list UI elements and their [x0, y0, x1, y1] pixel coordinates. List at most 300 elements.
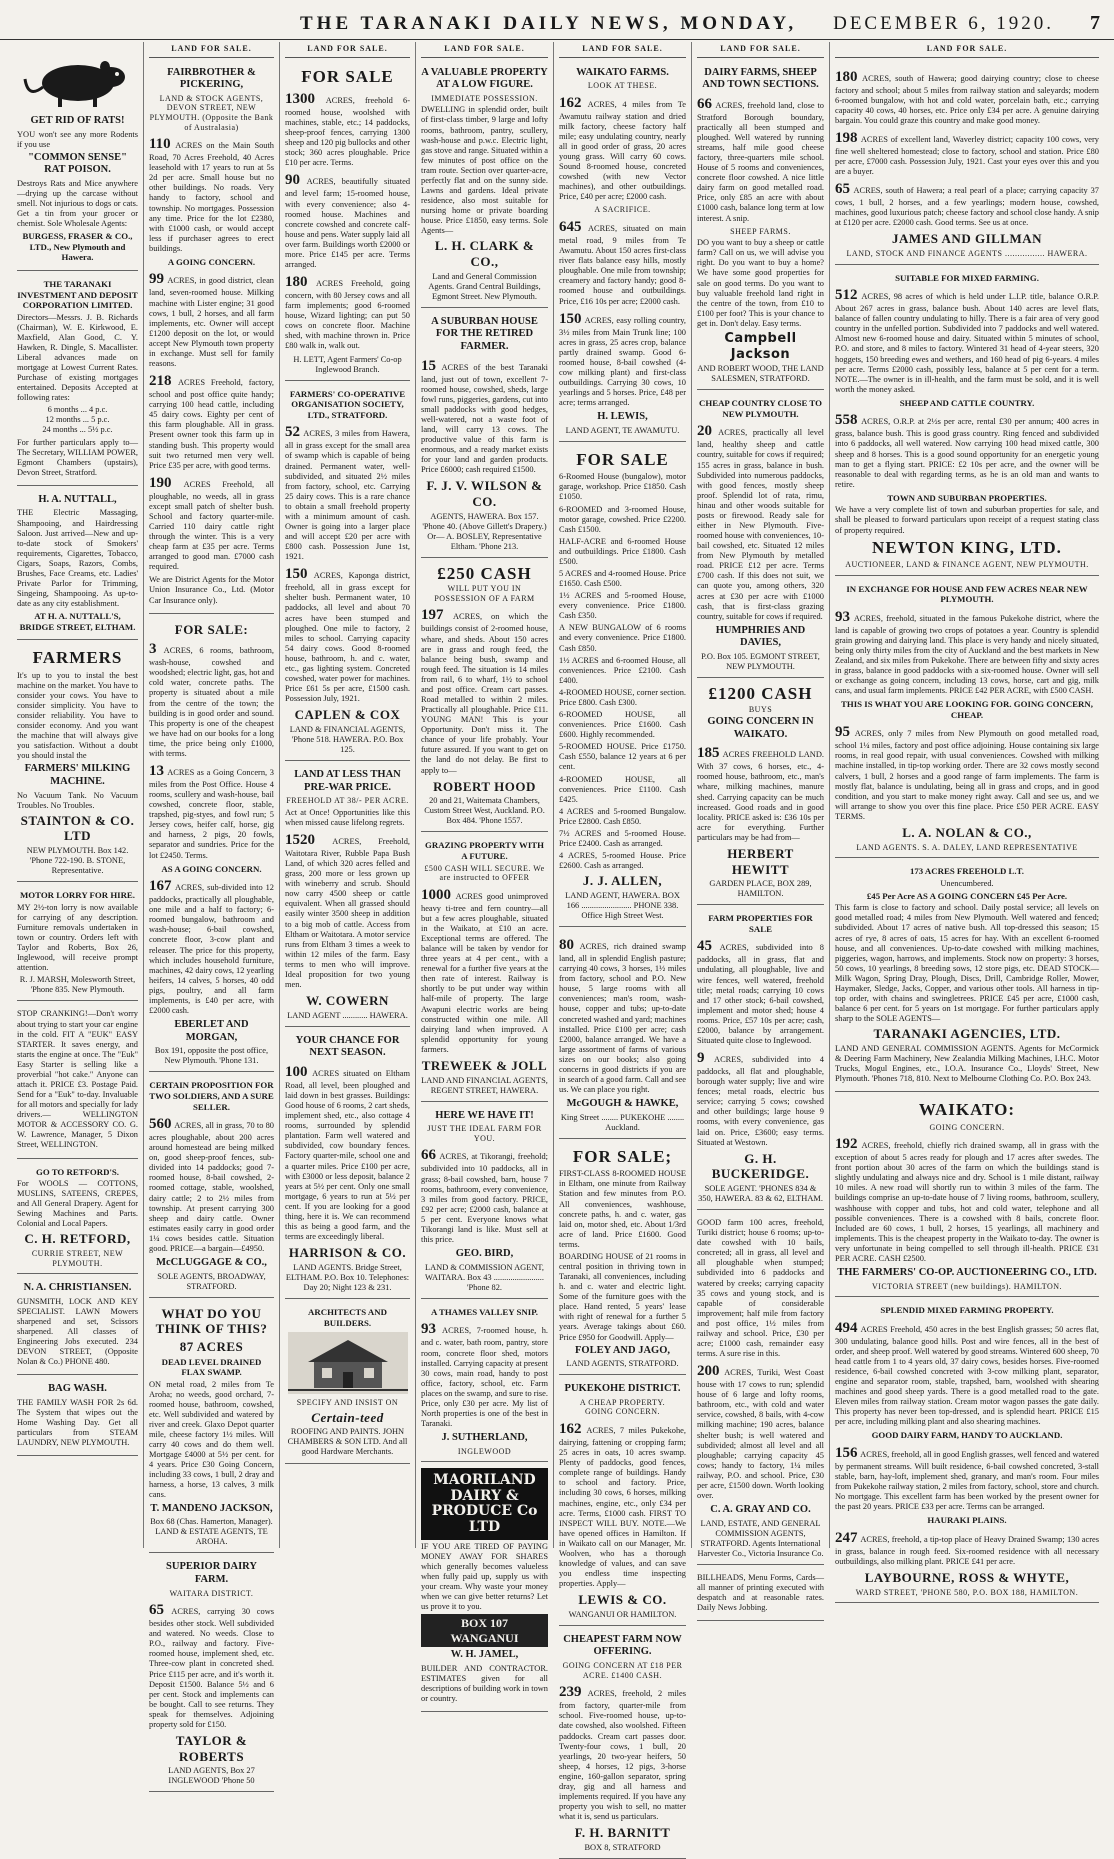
good-farm: GOOD farm 100 acres, freehold, Turiki district; house 6 rooms; up-to-date cowshed with 10 bails, concreted; all in grass, all level and all ploughable when stumped; subdivided into 6 paddocks and watered by creeks; carrying capacity 35 cows and young stock, and is capable of considerable improvement; half mile from factory and post office, 1½ miles from railway and school. Price, £30 per acre; £1000 cash, remainder easy terms. A sure rise in this.: [697, 1218, 824, 1359]
superior-dairy-ad: [149, 1556, 274, 1792]
euk-starter-ad: [17, 1004, 138, 1158]
cash-250-ad: [421, 561, 548, 833]
thames-title: A THAMES VALLEY SNIP.: [431, 1306, 538, 1317]
sheep-cattle-title: SHEEP AND CATTLE COUNTRY.: [899, 397, 1035, 408]
f173-price: £45 Per Acre AS A GOING CONCERN £45 Per Acre.: [866, 890, 1068, 901]
listing-acres: 45: [697, 938, 712, 955]
taranaki-agencies-ad: [835, 861, 1099, 1092]
town-title: TOWN AND SUBURBAN PROPERTIES.: [887, 492, 1047, 503]
barnitt-title: F. H. BARNITT: [574, 1825, 671, 1841]
going-concern-heading: AS A GOING CONCERN.: [161, 863, 262, 874]
stainton-body: NEW PLYMOUTH. Box 142. 'Phone 722-190. B. STONE, Representative.: [26, 845, 129, 876]
listing-acres: 167: [149, 878, 172, 895]
listing-acres: 190: [149, 474, 172, 491]
cowern-body: LAND AGENT ............ HAWERA.: [287, 1010, 408, 1020]
listing-acres: 20: [697, 423, 712, 440]
arch-caption: SPECIFY AND INSIST ON: [296, 1398, 399, 1408]
listing: [421, 1146, 548, 1245]
lewis-co-title: LEWIS & CO.: [578, 1592, 667, 1608]
bag-wash-ad: [17, 1378, 138, 1456]
house-listing: 6-Roomed House (bungalow), motor garage, workshop. Price £1850. Cash £1050.: [559, 472, 686, 502]
newton-title: NEWTON KING, LTD.: [872, 537, 1062, 557]
boarding-house: BOARDING HOUSE of 21 rooms in central position in thriving town in Taranaki, all conveniences, including h. and c. water and electric light. Some of the furniture goes with the place. Hand rented, 5 years' lease with right of renewal for a further 5 years. Average takings about £60. Price £950 for Goodwill. Apply—: [559, 1251, 686, 1342]
column-7: [830, 42, 1104, 1597]
hewitt-title: HERBERT HEWITT: [727, 845, 794, 877]
listing-text: ACRES, freehold, situated in the famous Pukekohe district, where the land is capable of growing two crops of potatoes a year. Country is splendid grain growing and dairying land. This place is very handy and nicely situated, being only thirty miles from the city of Auckland and the best markets in New Zealand, and six miles from Pukekohe. There are between fifty and sixty acres in grass, balance in good paddocks with a six-roomed house. Owner will sell or exchange as going concern, including 13 cows, horse, cart and gig, milk cans, and usual farm implements. PRICE £42 PER ACRE, with £500 CASH.: [835, 613, 1099, 696]
waikato-title: WAIKATO FARMS.: [576, 66, 669, 78]
listing-text: ACRES, south of Hawera; good dairying country; close to cheese factory and school; about 5 miles from railway station and saleyards; modern 6-roomed bungalow, with hot and cold water, porcelain bath, etc.; carrying capacity 40 cows, 40 horses, etc. Price only £34 per acre. A genuine dairying bargain. You could graze this country and make good money.: [835, 73, 1099, 125]
listing: [835, 68, 1099, 126]
chance-title: YOUR CHANCE FOR NEXT SEASON.: [295, 1034, 400, 1059]
listing-text: ACRES, freehold 6-roomed house, woolshed with machines, stable, etc.; 14 paddocks, sheep-proof fences, carrying 1300 sheep and 120 pig bullocks and other stock; 360 acres ploughable. Price £10 per acre. Terms.: [285, 95, 410, 168]
forsale-heading: FOR SALE;: [572, 1146, 673, 1166]
thames-ad: [421, 1302, 548, 1462]
listing-text: ACRES as a Going Concern, 3 miles from the Post Office. House 4 rooms, scullery and wash-house, bail cowshed, concrete floor, stable, trapshed, pig-styes, and fowl run; 5 Jersey cows, heifer calf, horse, gig and harness, 2 pigs, 20 fowls, separator and sundries. Price for the lot £2450. Terms.: [149, 767, 274, 860]
house-listing: 7½ ACRES and 5-roomed House. Price £2400. Cash as arranged.: [559, 828, 686, 848]
eltham-house-ad: [559, 1142, 686, 1375]
column-heading: LAND FOR SALE.: [559, 42, 686, 58]
maoriland-ad: [421, 1465, 548, 1712]
pukekohe-subtitle: A CHEAP PROPERTY.: [579, 1397, 666, 1407]
listing: [835, 1444, 1099, 1512]
column-3: [280, 42, 416, 1548]
rate-line: 24 months ... 5½ p.c.: [42, 425, 113, 435]
bird-body: LAND & COMMISSION AGENT, WAITARA. Box 43 ........................ 'Phone 82.: [425, 1262, 544, 1292]
next-season-ad: [285, 1030, 410, 1299]
barnitt-body: BOX 8, STRATFORD: [584, 1842, 661, 1852]
listing-acres: 3: [149, 641, 157, 658]
listing-acres: 239: [559, 1684, 582, 1701]
lewis-title: H. LEWIS,: [597, 411, 648, 423]
harrison-body: LAND AGENTS. Bridge Street, ELTHAM. P.O. Box 10. Telephones: Day 20; Night 123 & 231.: [285, 1262, 410, 1292]
rats-agent: BURGESS, FRASER & CO., LTD., New Plymouth and Hawera.: [22, 231, 133, 263]
lett-ad: [285, 62, 410, 381]
listing-acres: 90: [285, 172, 300, 189]
listing-acres: 13: [149, 762, 164, 779]
listing-acres: 52: [285, 424, 300, 441]
lett-sign: H. LETT, Agent Farmers' Co-op Inglewood Branch.: [293, 354, 402, 374]
cash-title: £250 CASH: [437, 563, 532, 583]
what-want-title: THIS IS WHAT YOU ARE LOOKING FOR. GOING CONCERN, CHEAP.: [841, 699, 1093, 720]
retford-title: GO TO RETFORD'S.: [35, 1166, 120, 1177]
house-listing: 4-ROOMED HOUSE, corner section. Price £800. Cash £300.: [559, 687, 686, 707]
sheep-body: DO you want to buy a sheep or cattle farm? Call on us, we will advise you right. Do you want to buy a home? We have some good properties for sale on good terms. Do you want to buy valuable freehold land right in the centre of the town, from £10 to £100 per foot? This is your chance to get in. Don't delay. Easy terms.: [697, 238, 824, 328]
listing-acres: 95: [835, 724, 850, 741]
listing: [559, 936, 686, 1095]
f173-body: This farm is close to factory and school. Daily postal service; all levels on good metalled road; 4 miles from New Plymouth. Well watered and fenced; subdivided. About 17 acres of native bush. All top-dressed this season; 15 acres of rye, 8 acres of oats, 15 acres for hay. With an excellent 6-roomed house, and all conveniences. Up-to-date cowshed with milking machines, piggeries, wagon, harrows, and implements. Stock now on property: 3 horses, 50 cows, 10 yearlings, 8 breeding sows, 12 store pigs, etc. DEAD STOCK—Milk Wagon, Spring Dray, Plough, Discs, Drill, Cambridge Roller, Mower, Haymaker, Sledge, Jacks, Copper, and various other tools. All harness in tip-top order, with chains and swingletrees. PRICE £45 per acre, £1000 cash, balance 6 per cent. for 5 years on 1st mortgage. For further particulars apply sharp to the SOLE AGENTS—: [835, 903, 1099, 1024]
allen-title: J. J. ALLEN,: [582, 873, 663, 889]
listing-text: ACRES, freehold, a tip-top place of Heavy Drained Swamp; 130 acres in grass, balance in rough feed. Six-roomed residence with all necessary outbuildings, also milking plant. PRICE £41 per acre.: [835, 1534, 1099, 1566]
listing-acres: 192: [835, 1136, 858, 1153]
column-2: [144, 42, 280, 1786]
house-listing: A NEW BUNGALOW of 6 rooms and every convenience. Price £1800. Cash £850.: [559, 623, 686, 653]
listing-text: ACRES, only 7 miles from New Plymouth on good metalled road, school 1¼ miles, factory and post office adjoining. House containing six large rooms, in real good repair, with usual conveniences. Cowshed with milking machine installed, in tip-top working order. There are 32 cows mostly second calvers, 1 bull, 2 horses and a good range of farm implements. The farm is mostly flat, balance is undulating, being all in grass and crops, and in good condition, and you start to make money right away. Call and see us, and we will arrange to show you over this fine place. Price £50 PER ACRE. EASY TERMS.: [835, 729, 1099, 821]
listing: [835, 411, 1099, 489]
grazing-ad: [421, 835, 548, 1101]
rat-illustration-icon: [23, 49, 133, 111]
nuttall-title: H. A. NUTTALL,: [38, 493, 117, 505]
nuttall-address: AT H. A. NUTTALL'S, BRIDGE STREET, ELTHAM.: [19, 611, 136, 632]
valuable-property-ad: [421, 62, 548, 308]
listing-acres: 150: [285, 566, 308, 583]
mcgough-title: McGOUGH & HAWKE,: [566, 1098, 679, 1110]
waikato-subtitle: LOOK AT THESE.: [587, 81, 658, 91]
listing-text: ACRES Freehold, going concern, with 80 Jersey cows and all farm implements; good 6-roomed house, Wizard lighting; can put 50 cows on concrete floor. Machine shed, with machine thrown in. Price £80 walk in, walk out.: [285, 279, 410, 351]
cowern-title: W. COWERN: [306, 993, 389, 1009]
listing: [835, 1529, 1099, 1567]
listing: [149, 135, 274, 254]
christiansen-title: N. A. CHRISTIANSEN.: [23, 1282, 132, 1294]
listing-text: ACRES on the Main South Road, 70 Acres Freehold, 40 Acres leasehold with 17 years to run at 5s 2d per acre. Small house but no other buildings. No roads. Very handy to factory, school and township. No mortgages. Possession any time. Price for the lot £2380, with £1000 cash, or would accept less if purchaser agrees to erect buildings.: [149, 141, 274, 253]
prewar-subtitle: FREEHOLD AT 38/- PER ACRE.: [286, 796, 409, 806]
listing-acres: 1520: [285, 831, 315, 848]
listing: [697, 1362, 824, 1501]
listing-acres: 80: [559, 937, 574, 954]
listing: [149, 270, 274, 369]
column-heading: LAND FOR SALE.: [285, 42, 410, 58]
maoriland-title: MAORILAND DAIRY & PRODUCE Co LTD: [421, 1468, 548, 1540]
column-5: [554, 42, 692, 1852]
prewar-ad: [285, 764, 410, 1027]
cheap-country-ad: [697, 393, 824, 678]
listing-acres: 494: [835, 1319, 858, 1336]
forsale-ad: [149, 617, 274, 1073]
f173-title: 173 ACRES FREEHOLD L.T.: [910, 866, 1024, 877]
flax-swamp-ad: [149, 1301, 274, 1554]
column-4: [416, 42, 554, 1704]
listing-acres: 560: [149, 1116, 172, 1133]
rats-body: YOU won't see any more Rodents if you use: [17, 129, 138, 149]
listing: [149, 762, 274, 861]
sutherland-title: J. SUTHERLAND,: [441, 1432, 528, 1444]
billheads-ad: [697, 1568, 824, 1621]
listing: [421, 1320, 548, 1429]
fairbrother-ad: [149, 62, 274, 614]
listing-text: ACRES, 7-roomed house, h. and c. water, bath room, pantry, store room, concrete floor shed, motors installed. Carrying capacity at present 30 cows, main road, handy to post office, factory, school, etc. Farm places on the swamp, and sure to rise. Price, only £30 per acre. My list of North properties is one of the best in Taranaki.: [421, 1326, 548, 1429]
certain-teed-ad: [285, 1302, 410, 1464]
forsale-heading: FOR SALE: [576, 449, 669, 469]
treweek-body: LAND AND FINANCIAL AGENTS, REGENT STREET, HAWERA.: [421, 1075, 548, 1095]
sacrifice-heading: A SACRIFICE.: [594, 205, 651, 215]
clark-title: L. H. CLARK & CO.,: [434, 238, 535, 269]
column-heading: LAND FOR SALE.: [149, 42, 274, 58]
splendid-title: SPLENDID MIXED FARMING PROPERTY.: [880, 1305, 1054, 1316]
investment-body: Directors—Messrs. J. B. Richards (Chairman), W. E. Kirkwood, E. Maxfield, Alan Good, C. Y. Hawken, R. Dingle, S. Macallister. Liberal advances made on mortgage at Lowest Current Rates. Purchase of existing mortgages entertained. Deposits Accepted at following rates:: [17, 312, 138, 403]
laybourne-ad: [835, 1300, 1099, 1603]
listing: [285, 1063, 410, 1242]
listing: [559, 1420, 686, 1589]
listing: [149, 640, 274, 759]
column-heading: LAND FOR SALE.: [835, 42, 1099, 58]
listing-text: ACRES of the best Taranaki land, just out of town, excellent 7-roomed house, cowshed, sheds, large fowl runs, piggeries, gardens, cut into small paddocks with good hedges, well-watered, not a waste foot of land, will carry 13 cows. The productive value of this farm is enormous, and a ready market exists for your land and garden products. Price £6000; cash required £1500.: [421, 362, 548, 475]
house-listing: 5 ACRES and 4-roomed House. Price £1650. Cash £500.: [559, 569, 686, 589]
taylor-body: LAND AGENTS, Box 27 INGLEWOOD 'Phone 50: [168, 1766, 255, 1786]
listing: [285, 565, 410, 704]
james-body: LAND, STOCK AND FINANCE AGENTS ................ HAWERA.: [846, 248, 1088, 258]
taylor-title: TAYLOR & ROBERTS: [175, 1733, 248, 1764]
waikato-title: WAIKATO:: [918, 1100, 1016, 1120]
forsale-heading: FOR SALE:: [174, 621, 249, 637]
listing-acres: 162: [559, 94, 582, 111]
suburban-title: A SUBURBAN HOUSE FOR THE RETIRED FARMER.: [431, 315, 538, 352]
certain-teed-logo: Certain-teed: [311, 1409, 384, 1425]
lorry-sign: R. J. MARSH, Molesworth Street, 'Phone 835. New Plymouth.: [19, 975, 136, 995]
rate-line: 12 months ... 5 p.c.: [45, 415, 110, 425]
listing-text: ACRES, situated on main metal road, 9 miles from Te Awamutu. About 150 acres first-class river flats balance easy hills, mostly ploughable. One mile from township; creamery and factory handy; good 8-roomed house and outbuildings. Price, £16 10s per acre; £2000 cash.: [559, 224, 686, 306]
listing-acres: 162: [559, 1421, 582, 1438]
auction-body: VICTORIA STREET (new buildings). HAMILTON.: [871, 1281, 1063, 1291]
listing-acres: 558: [835, 412, 858, 429]
listing: [835, 129, 1099, 177]
mixed-title: SUITABLE FOR MIXED FARMING.: [895, 272, 1039, 283]
arch-title: ARCHITECTS AND BUILDERS.: [308, 1307, 387, 1328]
waikato-going-ad: [835, 1095, 1099, 1297]
newton-king-ad: [835, 268, 1099, 576]
listing-acres: 218: [149, 373, 172, 390]
jackson-body: Box 68 (Chas. Hamerton, Manager). LAND & ESTATE AGENTS, TE AROHA.: [150, 1517, 273, 1547]
listing-text: ACRES situated on Eltham Road, all level, been ploughed and laid down in best grasses. Buildings: Good house of 6 rooms, 2 cart sheds, implement shed, etc., also cottage 4 rooms, surrounded by splendid plantation. Farm well watered and subdivided, cow boundary fences. Factory quarter-mile, school one and a quarter miles. Price £100 per acre, with £3000 or less deposit, balance 2 years at 5½ per cent. Only one small mortgage, 6 years to run at 5½ per cent. If you are looking for a good thing, here it is. We can recommend this as being a good farm, and the terms are exceedingly liberal.: [285, 1068, 410, 1242]
listing-acres: 197: [421, 607, 444, 624]
caplen-body: LAND & FINANCIAL AGENTS, 'Phone 518. HAWERA. P.O. Box 125.: [289, 724, 406, 754]
farmers-title: FARMERS: [32, 648, 123, 668]
auction-title: THE FARMERS' CO-OP. AUCTIONEERING CO., LTD.: [837, 1267, 1097, 1278]
house-listing: 1½ ACRES and 6-roomed House, all conveniences. Price £2100. Cash £400.: [559, 655, 686, 685]
listing-text: ACRES, freehold land, close to Stratford Borough boundary, practically all been stumped and ploughed. Well watered by running streams, half mile good cheese factory, three-quarters mile school. House of 5 rooms and conveniences, concrete floor cowshed. A nice little dairy farm on good metalled road. Price, only £85 an acre with about £1000 cash, balance long term at low interest. A snip.: [697, 100, 824, 223]
listing-text: ACRES, freehold, 2 miles from factory, quarter-mile from school. Five-roomed house, up-to-date cowshed, also woolshed. Fifteen paddocks. Cream cart passes door. Twenty-four cows, 1 bull, 20 yearlings, 20 two-year heifers, 50 sheep, 4 horses, 12 pigs, 3-horse engine, 160-gallon separator, spring dray, gig and all harness and implements required. If you have any property you wish to sell, no matter what it is, send us particulars.: [559, 1689, 686, 1822]
jackson-title: T. MANDENO JACKSON,: [150, 1502, 273, 1514]
hauraki-title: HAURAKI PLAINS.: [927, 1515, 1007, 1526]
investment-contact: For further particulars apply to— The Secretary, WILLIAM POWER, Egmont Chambers (upstairs), Devon Street, Stratford.: [17, 437, 138, 477]
nolan-ad: [835, 579, 1099, 859]
taranaki-body: LAND AND GENERAL COMMISSION AGENTS. Agents for McCormick & Deering Farm Machinery, New Zealandia Milking Machines, I.H.C. Motor Trucks, Mogul Engines, etc., I.O.A. Insurance Co., Lloyds' Street, New Plymouth. 'Phones 718, 810. Next to Melbourne Clothing Co. P.O. Box 243.: [835, 1043, 1099, 1084]
listing: [285, 423, 410, 562]
listing-text: ACRES, in good district, clean land, seven-roomed house. Milking machine with Lister engine; 31 good cows, 1 bull, 2 horses, and all farm implements, etc. Owner will accept £1200 deposit on the lot, or would accept New Plymouth town property in exchange. Must sell for family reasons.: [149, 276, 274, 369]
superior-title: SUPERIOR DAIRY FARM.: [166, 1561, 257, 1585]
listing: [697, 937, 824, 1046]
listing-acres: 1300: [285, 90, 315, 107]
hood-title: ROBERT HOOD: [433, 778, 536, 794]
masthead: [0, 0, 1114, 40]
gray-body: LAND, ESTATE, AND GENERAL COMMISSION AGENTS, STRATFORD. Agents International Harvester Co., Victoria Insurance Co.: [697, 1518, 824, 1558]
listing-acres: 99: [149, 271, 164, 288]
farm-properties-ad: [697, 908, 824, 1210]
taranaki-title: TARANAKI AGENCIES, LTD.: [873, 1026, 1061, 1042]
listing: [835, 608, 1099, 697]
houses-ad: [559, 445, 686, 927]
buckeridge-body: SOLE AGENT. 'PHONES 834 & 350, HAWERA. 83 & 62, ELTHAM.: [698, 1183, 823, 1203]
sutherland-body: INGLEWOOD: [457, 1446, 512, 1456]
nolan-body: LAND AGENTS. S. A. DALEY, LAND REPRESENTATIVE: [856, 842, 1078, 852]
certain-teed-sub: ROOFING AND PAINTS. JOHN CHAMBERS & SON LTD. And all good Hardware Merchants.: [287, 1427, 408, 1457]
lorry-title: MOTOR LORRY FOR HIRE.: [19, 890, 136, 901]
going-concern-heading: A GOING CONCERN.: [167, 256, 256, 267]
pukekohe-going: GOING CONCERN.: [585, 1407, 660, 1417]
lewis-co-body: WANGANUI OR HAMILTON.: [568, 1609, 677, 1619]
hewitt-body: GARDEN PLACE, BOX 289, HAMILTON.: [709, 879, 812, 899]
maoriland-body: IF YOU ARE TIRED OF PAYING MONEY AWAY FOR SHARES which generally becomes valueless when fully paid up, supply us with your cream. Why waste your money when we can give better returns? Let us prove it to you.: [421, 1541, 548, 1612]
soldiers-ad: [149, 1075, 274, 1297]
eberlet-body: Box 191, opposite the post office, New Plymouth. 'Phone 131.: [154, 1046, 269, 1066]
listing: [421, 357, 548, 476]
pukekohe-ad: [559, 1378, 686, 1626]
listing-acres: 15: [421, 357, 436, 374]
listing-text: ACRES, practically all level land, healthy sheep and cattle country, suitable for cows if required; 155 acres in grass, balance in bush. Subdivided into numerous paddocks, with good fences, mostly sheep proof. Splendid lot of rata, rimu, hinau and other woods suitable for posts or firewood. Ready sale for either in New Plymouth. Five-roomed house with conveniences, 10-bail cowshed, etc. Situated 12 miles from New Plymouth by metalled road. PRICE £12 per acre. Terms £700 cash. If this does not suit, we can quote you, among others, 320 acres at £30 per acre with £1000 cash, that is first-class grazing country, suitable for cows if required.: [697, 428, 824, 621]
listing-text: ACRES, 3 miles from Hawera, all in grass except for the small area of swamp which is capable of being drained. Permanent water, well-subdivided, and situated 2½ miles from factory, school, etc. Carrying 25 dairy cows. This is a rare chance to obtain a small freehold property with a minimum amount of cash. Owner is going into a larger place and will accept £20 per acre with £800 cash. Possession June 1st, 1921.: [285, 429, 410, 562]
immediate-possession: IMMEDIATE POSSESSION.: [431, 93, 538, 103]
tikorangi-ad: [421, 1105, 548, 1299]
listing-acres: 198: [835, 129, 858, 146]
listing-text: ACRES, 98 acres of which is held under L.I.P. title, balance O.R.P. About 267 acres in grass, balance bush. About 140 acres are level flats, balance of fallen country undulating to hilly. There is a fair area of very good country in the unfelled portion. Subdivided into 7 paddocks and well watered. Almost new 6-roomed house and dairy. Situated within 5 minutes of school, P.O. and store, and 8 miles to factory. Wintered 31 head of 4-year steers, 320 hoggets, 150 breeding ewes and wethers, and 160 head of pig 6-years. 4 miles per acre. Terms £2000 cash, possibly less, balance at 5 per cent for a term. NOTE.—The owner is in ill-health, and the farm must be sold, and it is well worth the money asked.: [835, 292, 1099, 394]
cash-1200-title: £1200 CASH: [708, 684, 813, 704]
wilson-body: AGENTS, HAWERA. Box 157. 'Phone 40. (Above Gillett's Drapery.) Or— A. BOSLEY, Representative Eltham. 'Phone 213.: [422, 511, 547, 551]
nuttall-body: THE Electric Massaging, Shampooing, and Hairdressing Saloon. Just arrived—New and up-to-date stock of Smokers' requirements, Cigarettes, Tobacco, Cigars, Soaps, Razors, Combs, Brushes, Face Creams, etc. Ladies' Private Parlor for Trimming, Singeing, Shampooing. As up-to-date as any city establishment.: [17, 508, 138, 609]
campbell-title: Campbell Jackson: [724, 330, 797, 362]
here-title: HERE WE HAVE IT!: [435, 1109, 534, 1121]
treweek-title: TREWEEK & JOLL: [421, 1057, 548, 1073]
listing: [835, 1319, 1099, 1428]
dairy-title: DAIRY FARMS, SHEEP AND TOWN SECTIONS.: [702, 66, 819, 91]
lorry-body: MY 2½-ton lorry is now available for carrying of any description. Furniture removals undertaken in town or country. Orders left with Taylor and Roberts, Box 26, Inglewood, will receive prompt attention.: [17, 902, 138, 973]
listing-text: ACRES, 4 miles from Te Awamutu railway station and dried milk factory, cheese factory half mile; easy undulating country, nearly all in good order of grass, 20 acres young grass. Will carry 60 cows. Sound 8-roomed house, concreted cowshed (with new Vector machines), and other outbuildings. Price, £40 per acre; £2000 cash.: [559, 99, 686, 202]
listing-acres: 512: [835, 287, 858, 304]
listing: [149, 1115, 274, 1254]
listing-text: ACRES, freehold, all in good English grasses, well fenced and watered by permanent streams. Will built residence, 6-bail cowshed concreted, 3-stall stable, barn, hay-loft, implement shed, granary, and man's room. Four miles from Pukekohe railway station, 2 miles from factory, school, store and church. No mortgage. This excellent farm has been worked by the present owner for the past 20 years. PRICE £33 per acre. Terms can be arranged.: [835, 1449, 1099, 1512]
listing-acres: 180: [835, 68, 858, 85]
forsale-heading: FOR SALE: [301, 66, 394, 86]
buys-label: BUYS: [748, 704, 773, 714]
listing: [421, 886, 548, 1055]
waikato-going: GOING CONCERN.: [929, 1122, 1005, 1132]
cash-subtitle: WILL PUT YOU IN POSSESSION OF A FARM: [434, 584, 535, 603]
farmers-points: No Vacuum Tank. No Vacuum Troubles. No Troubles.: [17, 790, 138, 810]
going-concern-heading: GOING CONCERN IN WAIKATO.: [707, 716, 814, 740]
stop-body: STOP CRANKING!—Don't worry about trying to start your car engine in the cold. FIT A "EUK" EASY STARTER. It saves energy, and starts the engine at once. The "Euk" Easy Starter is selling like a proverbial "hot cake." Anyone can attach it. PRICE £3. Postage Paid. Send for a "Euk" to-day. Invaluable for all motors and specially for lady drivers.— WELLINGTON MOTOR & ACCESSORY CO. G. W. Lawrence, Manager, 5 Dixon Street, WELLINGTON.: [17, 1009, 138, 1150]
listing: [559, 94, 686, 203]
superior-district: WAITARA DISTRICT.: [169, 1588, 254, 1598]
listing-text: ACRES, Turiki, West Coast house with 17 cows to run; splendid house of 6 large and lofty rooms, bathroom, etc., with cold and water service, cowshed, 8 bails, with 4-cow milking machine; 190 acres, balance shelter bush; is well watered and subdivided; almost all level and all ploughable; carrying capacity 45 cows; handy to factory, 1¼ miles railway, P.O. and school. Price, £30 per acre, £1500 down. Worth looking over.: [697, 1368, 824, 1500]
listing-acres: 66: [697, 95, 712, 112]
bagwash-body: THE FAMILY WASH FOR 2s 6d. The System that wipes out the Home Washing Day. Get all particulars from STEAM LAUNDRY, NEW PLYMOUTH.: [17, 1397, 138, 1448]
humphries-body: P.O. Box 105. EGMONT STREET, NEW PLYMOUTH.: [701, 651, 820, 672]
listing-text: ACRES, on which the buildings consist of 2-roomed house, whare, and sheds. About 150 acres are in grass and rough feed, the balance being bush, swamp and rough feed. The situation is 14 miles from rail, 6 to wharf, 1½ to school and post office. Cream cart passes. Road metalled to within 2 miles. Practically all ploughable. Price £11. YOUNG MAN! This is your Opportunity. Don't miss it. The chance of your life probably. Your future assured. If you want to get on the land do not delay. Be first to apply to—: [421, 612, 548, 775]
column-6: [692, 42, 830, 1613]
listing: [149, 474, 274, 573]
rats-headline: GET RID OF RATS!: [30, 115, 125, 126]
listing-acres: 66: [421, 1147, 436, 1164]
house-listing: 6-ROOMED and 3-roomed House, motor garage, cowshed. Price £2200. Cash £1500.: [559, 504, 686, 534]
listing: [835, 723, 1099, 822]
listing: [285, 171, 410, 270]
wilson-title: F. J. V. WILSON & CO.: [426, 478, 543, 509]
nuttall-ad: [17, 489, 138, 640]
humphries-title: HUMPHRIES AND DAVIES,: [715, 624, 806, 649]
what-title: WHAT DO YOU THINK OF THIS?: [155, 1305, 268, 1337]
listing-text: ACRES, 7 miles Pukekohe, dairying, fattening or cropping farm; 25 acres in oats, 10 acres swamp. Plenty of paddocks, good fences, complete range of buildings. Handy to school and factory. Price, including 30 cows, 6 horses, milking machines, engine, etc., only £34 per acre. Terms, £1000 cash. FIRST TO INSPECT WILL BUY. NOTE.—We have opened offices in Hamilton. If in Waikato call on our Manager, Mr. Woolven, who has a thorough knowledge of values, and can save you endless time inspecting properties. Apply—: [559, 1426, 686, 1589]
rats-product: "COMMON SENSE" RAT POISON.: [28, 151, 127, 176]
listing-text: ACRES, all in grass, 70 to 80 acres ploughable, about 200 acres around homestead are being milked on, good sheep-proof fences, sub-divided into 14 paddocks; good 7-roomed house, 8-bail cowshed, 2-roomed cottage, stable, woolshed, dairy cattle; 2 to 2½ miles from township. At present carrying 300 sheep and dairy cattle. Owner estimates easily carry in good order 1¼ cows besides cattle. Situation good. PRICE—a bargain—£4950.: [149, 1121, 274, 1253]
house-listing: 4 ACRES, 5-roomed House. Price £2600. Cash as arranged.: [559, 851, 686, 871]
what-acres: 87 ACRES: [179, 1338, 244, 1354]
suburban-ad: [421, 311, 548, 558]
house-listing: HALF-ACRE and 6-roomed House and outbuildings. Price £1800. Cash £500.: [559, 536, 686, 566]
buckeridge-title: G. H. BUCKERIDGE.: [711, 1150, 810, 1182]
listing-text: ACRES Freehold, 450 acres in the best English grasses; 50 acres flat, 300 undulating, balance good hills. Post and wire fences, all in the best of order, and sheep proof. Well watered by good streams. Wintered 600 sheep, 70 head cattle from 1 to 4 years old, 37 dairy cows, besides horses. Five-roomed residence, 6-bail cowshed concreted with 3-cow milking plant, separator, engine and separator room, stable, trapshed, barn, woolshed with shearing machines and good sheep yards. There is a good metalled road to the gate. Eleven miles from railway station. Cream motor wagon passes the gate daily. This property has never been top-dressed, and is splendid heart. PRICE £15 per acre, including milking plant and also shearing machines.: [835, 1324, 1099, 1427]
clark-body: Land and General Commission Agents. Grand Central Buildings, Egmont Street. New Plymouth.: [428, 271, 541, 301]
stainton-title: STAINTON & CO. LTD: [20, 812, 135, 844]
fairbrother-subtitle: LAND & STOCK AGENTS, DEVON STREET, NEW PLYMOUTH. (Opposite the Bank of Australasia): [149, 93, 274, 132]
listing: [835, 286, 1099, 395]
rate-line: 6 months ... 4 p.c.: [47, 405, 108, 415]
bagwash-title: BAG WASH.: [48, 1383, 107, 1395]
listing: [149, 1601, 274, 1730]
house-listing: 1½ ACRES and 5-roomed House, every convenience. Price £1800. Cash £350.: [559, 591, 686, 621]
listing-acres: 65: [835, 181, 850, 198]
listing-acres: 180: [285, 274, 308, 291]
listing-text: ACRES, easy rolling country, 3½ miles from Main Trunk line; 100 acres in grass, 25 acres crop, balance partly drained swamp. Good 6-roomed house, 8-bail cowshed (4-cow milking plant) and first-class outbuildings. Carrying 30 cows, 10 yearlings and 5 horses. Price, £48 per acre; terms arranged.: [559, 315, 686, 408]
fairbrother-note: We are District Agents for the Motor Union Insurance Co., Ltd. (Motor Car Insurance only).: [149, 575, 274, 605]
hood-body: 20 and 21, Waitemata Chambers, Custom Street West, Auckland. P.O. Box 484. 'Phone 1557.: [424, 796, 545, 826]
investment-title: THE TARANAKI INVESTMENT AND DEPOSIT CORPORATION LIMITED.: [17, 278, 138, 311]
gray-title: C. A. GRAY AND CO.: [710, 1504, 811, 1516]
listing: [149, 877, 274, 1016]
mcgough-body: King Street ........ PUKEKOHE ........ Auckland.: [560, 1112, 685, 1132]
christiansen-body: GUNSMITH, LOCK AND KEY SPECIALIST. LAWN Mowers sharpened and set, Scissors sharpened. All classes of Engineering Jobs executed. 234 DEVON STREET, (Opposite Nolan & Co.) PHONE 480.: [17, 1296, 138, 1367]
listing-acres: 65: [149, 1602, 164, 1619]
listing-text: ACRES FREEHOLD LAND. With 37 cows, 6 horses, etc., 4-roomed house, bathroom, etc., man's whare, milking machines, manure shed. Carrying capacity can be much increased. Good roads and in good locality. PRICE asked is: £36 10s per acre for everything. Further particulars may be had from—: [697, 750, 824, 842]
turiki-ad: [697, 1213, 824, 1565]
listing-text: ACRES, Freehold, Waitotara River, Rubble Papa Bush Land, of which 320 acres felled and grass, 200 more or less grown up with wineberry and scrub. Should now carry 4500 sheep or cattle equivalent. When all grassed should easily winter 3500 sheep in addition to a big mob of cattle. Access from Eltham or Waitotara. A motor service runs from Eltham 3 times a week to within 12 miles of the farm. Easy terms to men who will improve. Ideal proposition for two young men.: [285, 836, 410, 989]
maoriland-box: BOX 107 WANGANUI: [421, 1614, 548, 1647]
exchange-title: IN EXCHANGE FOR HOUSE AND FEW ACRES NEAR NEW PLYMOUTH.: [846, 583, 1088, 605]
retford-address: CURRIE STREET, NEW PLYMOUTH.: [31, 1249, 124, 1268]
harrison-title: HARRISON & CO.: [288, 1245, 407, 1261]
listing: [835, 180, 1099, 228]
listing-acres: 185: [697, 745, 720, 762]
listing-acres: 93: [421, 1321, 436, 1338]
listing: [697, 744, 824, 843]
listing-text: ACRES, carrying 30 cows besides other stock. Well subdivided and watered. No weeds. Close to P.O., railway and factory. Five-roomed house, implement shed, etc. Three-cow plant in concreted shed. Price £115 per acre, and it's worth it. Deposit £1500. Balance 5½ and 6 per cent. Stock and implements can be bought. Call to see returns. They speak for themselves. Adjoining property sold for £150.: [149, 1607, 274, 1729]
masthead-title: THE TARANAKI DAILY NEWS, MONDAY,: [300, 13, 798, 34]
james-gillman-ad: [835, 62, 1099, 265]
column-heading: LAND FOR SALE.: [421, 42, 548, 58]
prewar-body: Act at Once! Opportunities like this when missed cause lifelong regrets.: [285, 807, 410, 827]
house-listing: 6-ROOMED HOUSE, all conveniences. Price £1600. Cash £600. Highly recommended.: [559, 710, 686, 740]
listing-text: ACRES of excellent land, Waverley district; capacity 100 cows, very fine well sheltered homestead; close to factory, school and station. Price £80 per acre, £7000 cash. Possession July, 1921. Cast your eyes over this and you are a buyer.: [835, 134, 1099, 177]
motor-lorry-ad: [17, 885, 138, 1001]
fairbrother-title: FAIRBROTHER & PICKERING,: [167, 66, 256, 91]
listing-text: ACRES, 6 rooms, bathroom, wash-house, cowshed and woodshed; electric light, gas, hot and cold water, concrete paths. The property is situated about a mile from the centre of the town; the building is in good order and sound. This property is one of the cheapest we have had on our books for a long time, the price being only £1000, with terms.: [149, 646, 274, 758]
listing-text: ACRES Freehold, all ploughable, no weeds, all in grass except small patch of shelter bush. School and factory quarter-mile. Carried 110 dairy cattle right through the winter. This is a very cheap farm at £35 per acre. Terms arranged to good man. £7000 cash required.: [149, 479, 274, 572]
listing-text: ACRES, south of Hawera; a real pearl of a place; carrying capacity 37 cows, 1 bull, 2 horses, and a few yearlings; modern house, cowshed, machines, good luxurious patch; cheese factory and school close handy. A snip at £120 per acre. £2000 cash. Good terms. See us at once.: [835, 186, 1099, 228]
retford-name: C. H. RETFORD,: [24, 1231, 131, 1247]
listing-acres: 93: [835, 608, 850, 625]
certain-title: CERTAIN PROPOSITION FOR TWO SOLDIERS, AND A SURE SELLER.: [149, 1080, 274, 1112]
caplen-title: CAPLEN & COX: [294, 707, 401, 723]
listing-text: ACRES Freehold, factory, school and post office quite handy; carrying 100 head cattle, including 45 dairy cows. Eighty per cent of this farm ploughable. All in grass. Present owner took this farm up in standing bush. This property would suit two returned men very well. Price £35 per acre, with good terms.: [149, 378, 274, 470]
house-engraving-icon: [288, 1332, 408, 1394]
jamel-title: W. H. JAMEL,: [450, 1649, 519, 1661]
handy-title: GOOD DAIRY FARM, HANDY TO AUCKLAND.: [871, 1430, 1063, 1441]
listing-text: ACRES, beautifully situated and level farm; 15-roomed house, with every convenience; also 4-roomed house. Machines and concrete cowshed and concrete calf-house and pens. Water supply laid all over farm. Buildings worth £2000 or more. Price £145 per acre. Terms arranged.: [285, 177, 411, 269]
listing-text: ACRES, at Tikorangi, freehold; subdivided into 10 paddocks, all in grass; 8-bail cowshed, barn, house 7 rooms, bathroom, every convenience, 3 miles from good factory. PRICE, £92 per acre; £2000 cash, balance at 5 per cent. Everyone knows what Tikorangi land is like. Must sell at this price.: [421, 1152, 548, 1244]
listing: [697, 422, 824, 621]
listing-acres: 9: [697, 1050, 705, 1067]
foley-body: LAND AGENTS, STRATFORD.: [566, 1359, 679, 1369]
christiansen-ad: [17, 1277, 138, 1375]
listing-text: ACRES, rich drained swamp land, all in splendid English pasture; carrying 40 cows, 3 horses, 1½ miles from factory, school and P.O. New house, 5 large rooms with all conveniences; man's room, wash-house, copper and tubs; up-to-date concreted washed and yard; machines installed. Price £100 per acre; cash £2000, balance arranged. We have a large assortment of farms of various sizes on our books; also going concerns in good districts if you are in search of a good farm. Call and see us. We can place you right.: [559, 942, 686, 1095]
bird-title: GEO. BIRD,: [455, 1248, 514, 1260]
farmers-product: FARMERS' MILKING MACHINE.: [24, 763, 131, 788]
